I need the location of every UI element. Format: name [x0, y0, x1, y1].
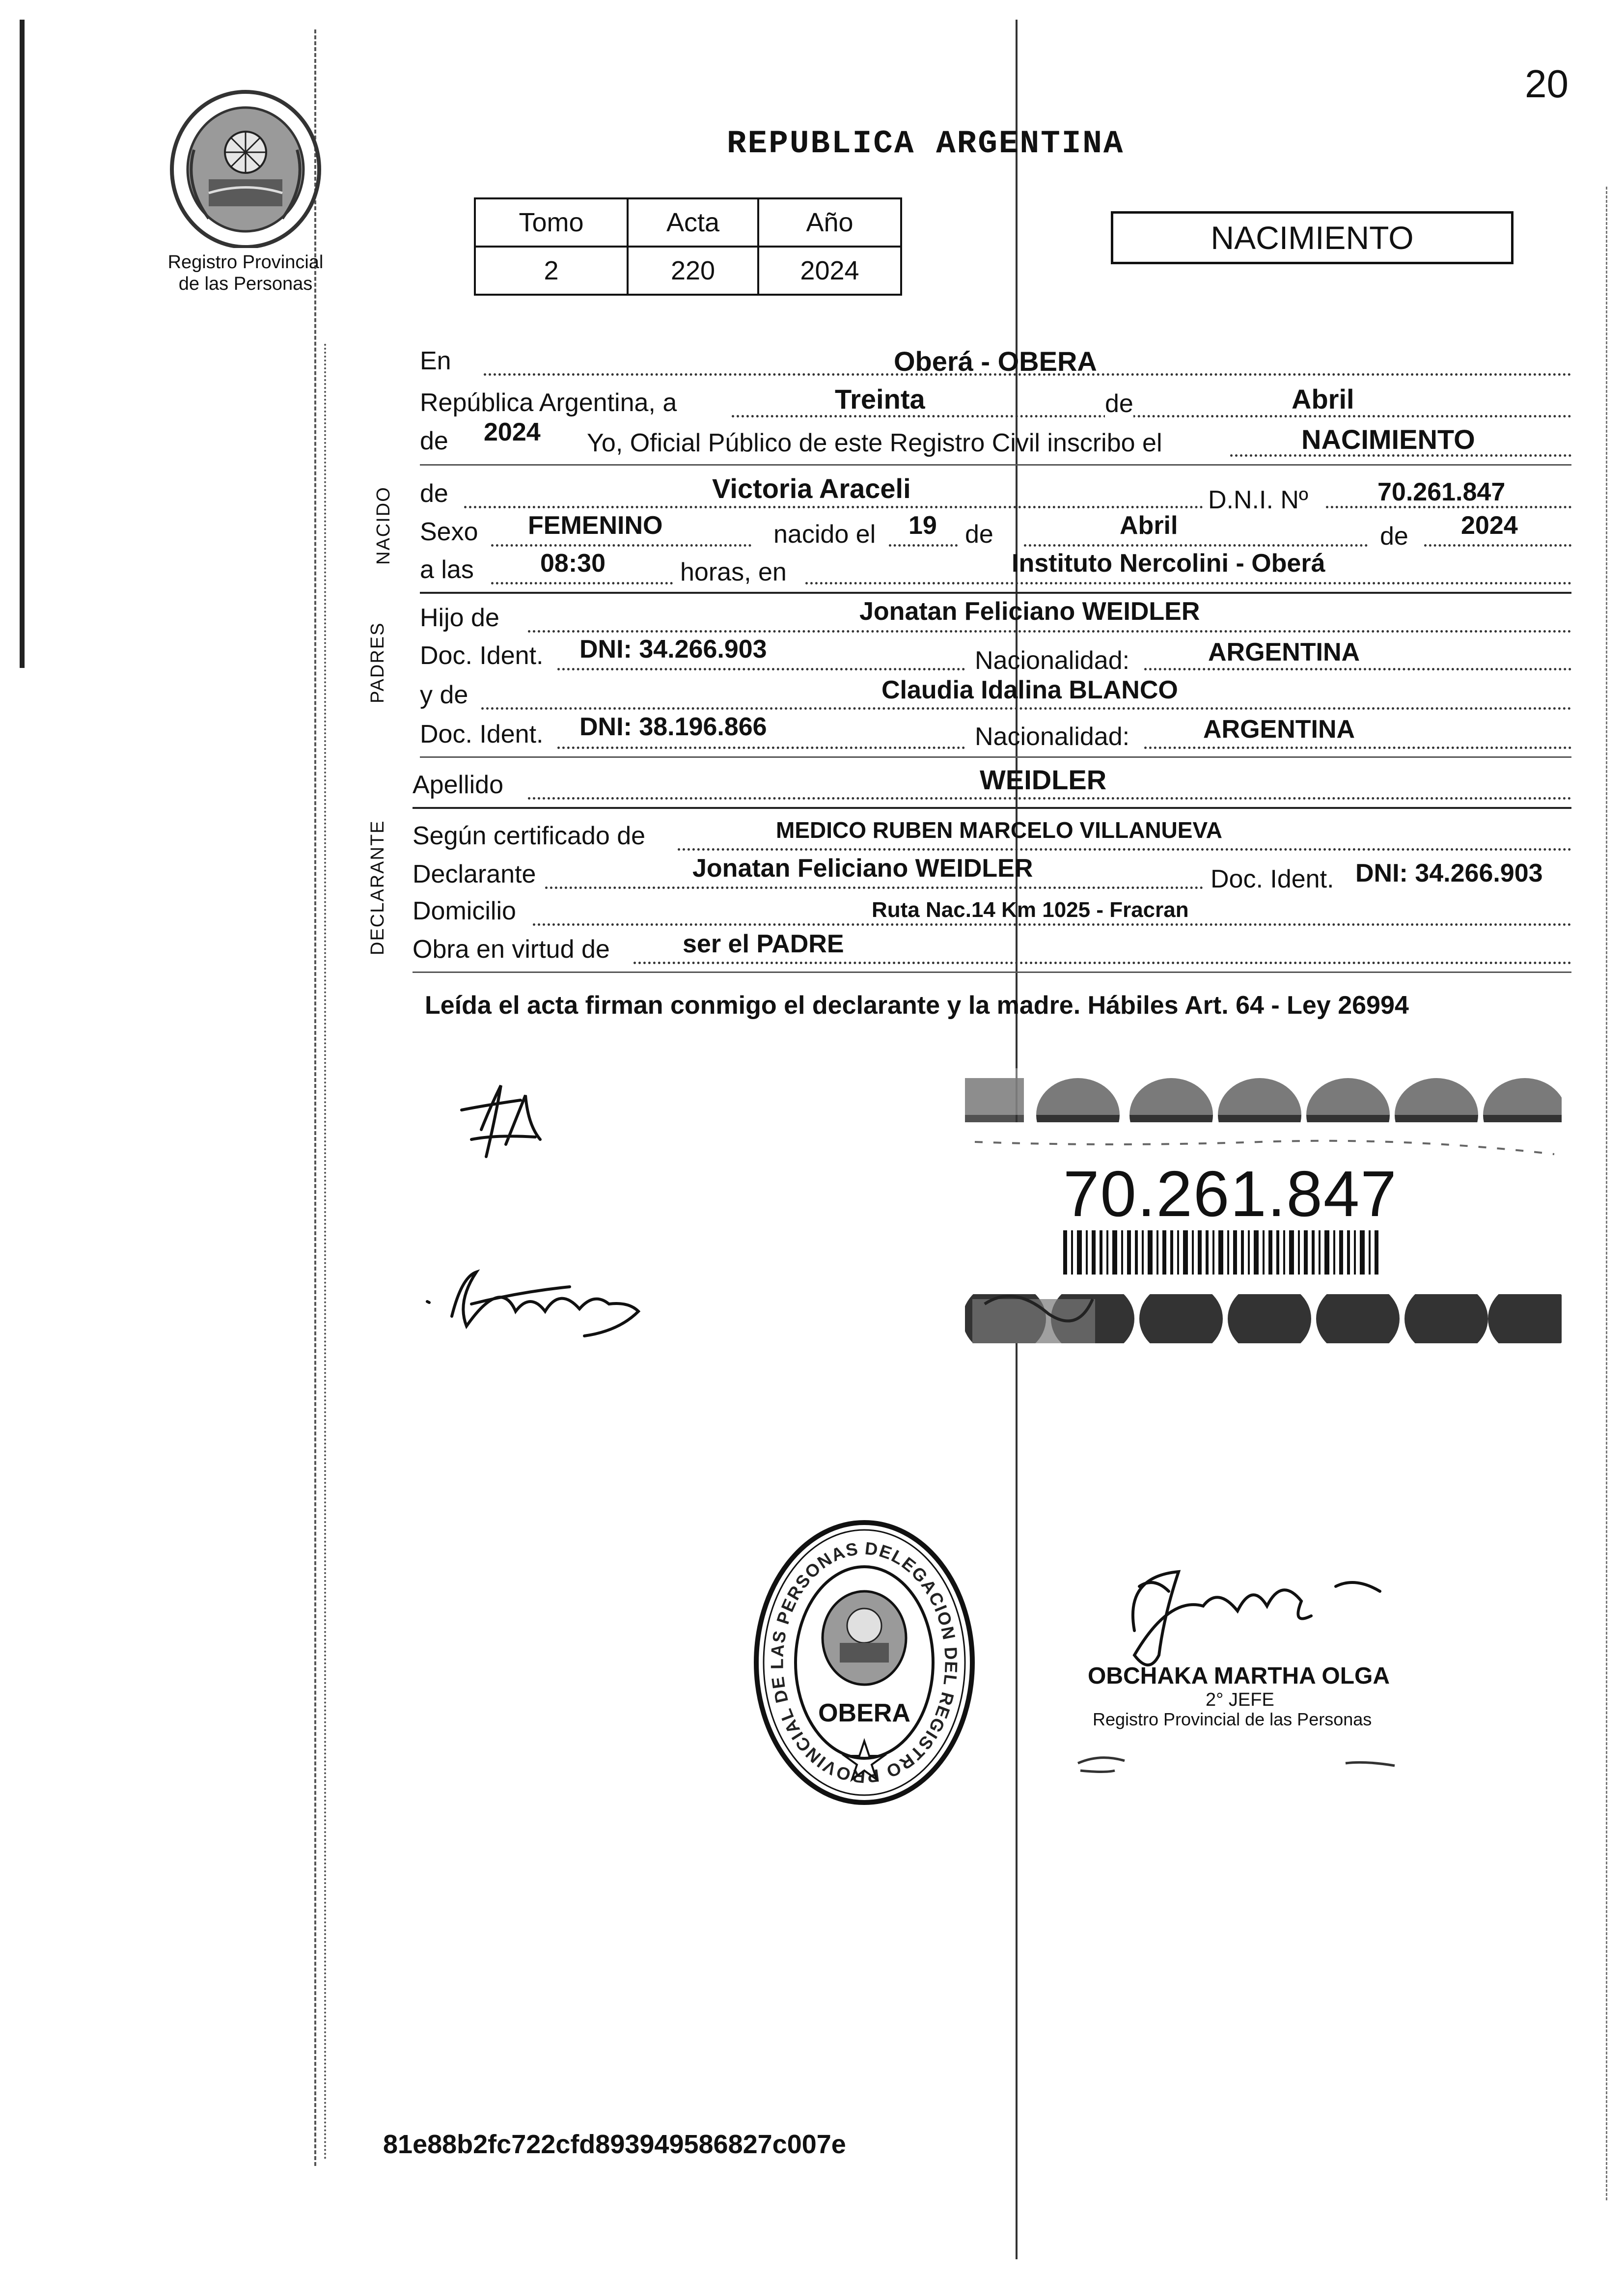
stamp-marks [1071, 1748, 1414, 1778]
binding-edge-mark [20, 20, 25, 668]
label-domicilio: Domicilio [413, 897, 516, 925]
issuer-block [152, 86, 339, 297]
value-dia-registro: Treinta [835, 384, 925, 415]
label-nacionalidad-madre: Nacionalidad: [975, 722, 1130, 751]
document-type: NACIMIENTO [1211, 220, 1414, 256]
label-hijo-de: Hijo de [420, 604, 499, 632]
value-mes-registro: Abril [1292, 384, 1354, 415]
dots-padre-nac [1144, 668, 1571, 670]
dots-lugar-nac [805, 582, 1571, 584]
value-lugar-nacimiento: Instituto Nercolini - Oberá [1012, 549, 1325, 578]
value-declarante: Jonatan Feliciano WEIDLER [692, 854, 1033, 883]
dots-mes [1024, 544, 1368, 547]
anio-header: Año [758, 198, 901, 247]
dots-certificado [678, 848, 1571, 851]
stamp-graphic [749, 1515, 980, 1810]
dots-nombre [464, 506, 1203, 508]
dots-hora [491, 582, 673, 584]
value-declarante-dni: DNI: 34.266.903 [1355, 859, 1543, 887]
registry-table [474, 197, 902, 296]
dots-obra [633, 962, 1571, 964]
value-hora: 08:30 [540, 549, 606, 578]
value-lugar: Oberá - OBERA [894, 346, 1097, 377]
rule-padres [420, 756, 1571, 758]
dots-row2 [732, 415, 1571, 417]
value-tipo-acta: NACIMIENTO [1301, 424, 1475, 455]
document-hash: 81e88b2fc722cfd893949586827c007e [383, 2130, 846, 2159]
value-certificado: MEDICO RUBEN MARCELO VILLANUEVA [776, 817, 1222, 843]
value-domicilio: Ruta Nac.14 Km 1025 - Fracran [872, 898, 1189, 922]
section-padres: PADRES [367, 622, 388, 703]
tomo-value: 2 [475, 247, 628, 295]
label-a-las: a las [420, 555, 474, 584]
label-doc-ident-madre: Doc. Ident. [420, 720, 544, 749]
closing-text: Leída el acta firman conmigo el declarante y la madre. Hábiles Art. 64 - Ley 26994 [425, 991, 1409, 1020]
delegacion-stamp [749, 1515, 980, 1810]
section-nacido: NACIDO [373, 486, 394, 565]
value-obra: ser el PADRE [683, 930, 844, 958]
document-type-box [1111, 211, 1514, 264]
official-role: 2° JEFE [1206, 1690, 1274, 1710]
label-inscribo: Yo, Oficial Público de este Registro Civil inscribo el [587, 429, 1162, 457]
anio-value: 2024 [758, 247, 901, 295]
dni-sticker [965, 1068, 1562, 1343]
label-doc-ident-declarante: Doc. Ident. [1211, 865, 1334, 893]
label-de-mes: de [1105, 389, 1133, 418]
value-mes-nacimiento: Abril [1120, 511, 1178, 540]
label-dni-no: D.N.I. Nº [1208, 486, 1308, 514]
value-sexo: FEMENINO [528, 511, 663, 540]
label-de-anio: de [420, 427, 448, 455]
value-anio-nacimiento: 2024 [1461, 511, 1518, 540]
dots-sexo [491, 544, 751, 547]
label-obra: Obra en virtud de [413, 935, 610, 964]
dots-dia [889, 544, 958, 547]
stamp-ring-text: DELEGACION DEL REGISTRO PROVINCIAL DE LAS PERSONAS [767, 1538, 962, 1787]
section-declarante: DECLARANTE [367, 820, 388, 955]
dots-madre [481, 707, 1571, 710]
dots-anio [1424, 544, 1571, 547]
rule-row3 [420, 464, 1571, 466]
label-de-anio-nac: de [1380, 522, 1408, 551]
issuer-name-line1: Registro Provincial [167, 252, 324, 273]
dots-madre-nac [1144, 747, 1571, 749]
signature-madre [422, 1257, 658, 1346]
right-edge-dash [1606, 187, 1607, 2200]
label-y-de: y de [420, 681, 468, 709]
value-apellido: WEIDLER [980, 764, 1107, 795]
dni-sticker-number: 70.261.847 [1063, 1158, 1398, 1230]
value-anio-registro: 2024 [484, 418, 541, 446]
binding-dash-line-2 [324, 344, 326, 2161]
value-madre: Claudia Idalina BLANCO [881, 676, 1178, 704]
binding-dash-line [314, 29, 316, 2166]
acta-value: 220 [628, 247, 758, 295]
label-segun: Según certificado de [413, 822, 646, 850]
label-nacionalidad-padre: Nacionalidad: [975, 646, 1130, 675]
label-declarante: Declarante [413, 860, 536, 888]
signature-declarante [442, 1076, 555, 1164]
dots-apellido [528, 797, 1571, 800]
value-madre-dni: DNI: 38.196.866 [579, 713, 767, 741]
value-padre: Jonatan Feliciano WEIDLER [859, 597, 1200, 626]
label-de-nombre: de [420, 479, 448, 508]
label-nacido-el: nacido el [773, 520, 876, 549]
label-horas-en: horas, en [680, 558, 787, 586]
rule-apellido [413, 807, 1571, 809]
label-republica: República Argentina, a [420, 388, 677, 417]
value-padre-nacionalidad: ARGENTINA [1208, 638, 1360, 666]
value-dni: 70.261.847 [1377, 478, 1506, 506]
issuer-name-line2: de las Personas [178, 274, 313, 294]
dots-declarante [545, 887, 1203, 889]
stamp-city: OBERA [818, 1699, 910, 1727]
rule-declarante [413, 971, 1571, 973]
label-apellido: Apellido [413, 771, 504, 799]
value-madre-nacionalidad: ARGENTINA [1203, 715, 1355, 744]
value-nombre: Victoria Araceli [712, 473, 911, 504]
value-padre-dni: DNI: 34.266.903 [579, 635, 767, 664]
rule-nacido [420, 592, 1571, 594]
dots-madre-dni [557, 747, 965, 749]
tomo-header: Tomo [475, 198, 628, 247]
province-seal-logo [165, 86, 327, 248]
dots-domicilio [533, 923, 1571, 926]
page-number: 20 [1525, 62, 1569, 106]
label-en: En [420, 347, 451, 375]
acta-header: Acta [628, 198, 758, 247]
dots-padre-dni [557, 668, 965, 670]
dots-padre [528, 630, 1571, 633]
label-sexo: Sexo [420, 518, 478, 546]
official-office: Registro Provincial de las Personas [1093, 1709, 1372, 1729]
label-doc-ident-padre: Doc. Ident. [420, 641, 544, 670]
country-title: REPUBLICA ARGENTINA [727, 125, 1125, 162]
official-name: OBCHAKA MARTHA OLGA [1088, 1663, 1390, 1689]
value-dia-nacimiento: 19 [908, 511, 937, 540]
label-de-mes-nac: de [965, 520, 993, 549]
